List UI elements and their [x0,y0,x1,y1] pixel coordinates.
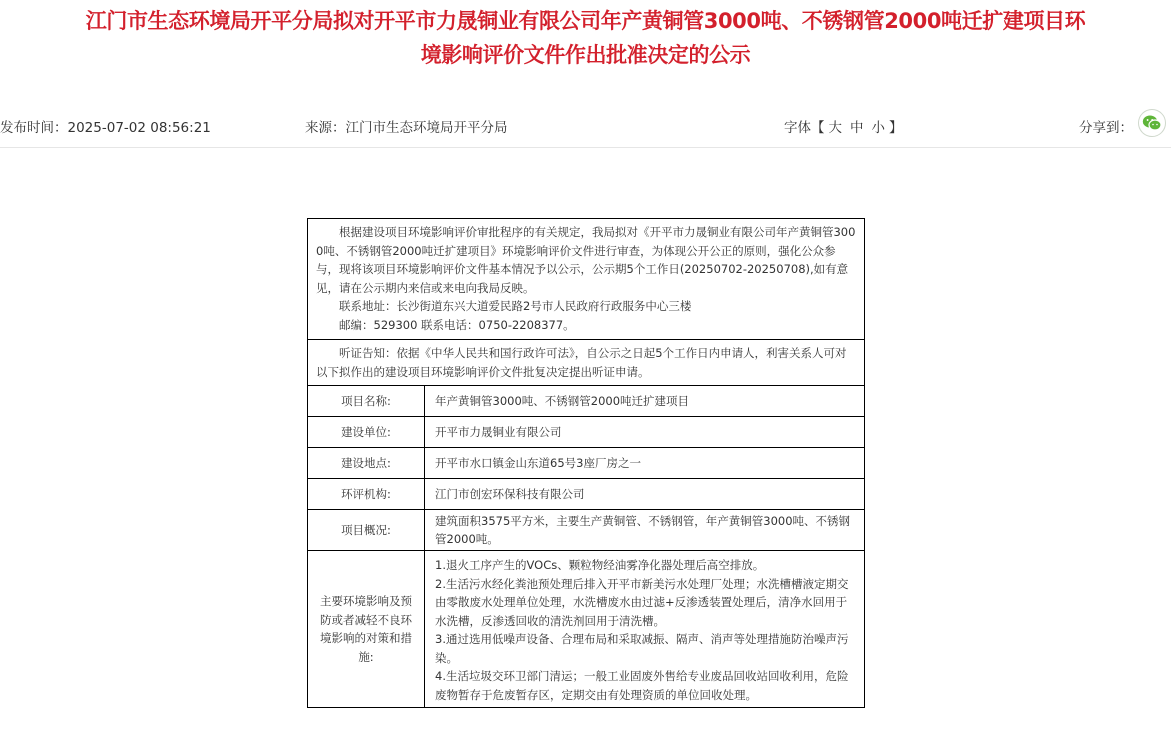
table-row [308,417,865,448]
builder-label: 建设单位: [308,417,425,448]
title-line-1: 江门市生态环境局开平分局拟对开平市力晟铜业有限公司年产黄铜管3000吨、不锈钢管2000吨迁扩建项目环 [85,9,1086,33]
title-line-2: 境影响评价文件作出批准决定的公示 [420,43,751,67]
header-divider [0,147,1171,148]
location-label: 建设地点: [308,448,425,479]
notice-table [307,218,865,708]
contact-address: 联系地址：长沙街道东兴大道爱民路2号市人民政府行政服务中心三楼 [339,299,692,313]
table-row [308,510,865,551]
table-row [308,386,865,417]
publish-time: 发布时间：2025-07-02 08:56:21 [0,120,211,136]
font-size-bracket: 】 [889,120,903,136]
measure-item: 2.生活污水经化粪池预处理后排入开平市新美污水处理厂处理；水洗槽槽液定期交由零散废水处理单位处理，水洗槽废水由过滤+反渗透装置处理后，清净水回用于水洗槽，反渗透回收的清洗剂回用于清洗槽。 [435,576,849,628]
measure-item: 3.通过选用低噪声设备、合理布局和采取减振、隔声、消声等处理措施防治噪声污染。 [435,632,849,665]
measure-item: 4.生活垃圾交环卫部门清运；一般工业固废外售给专业废品回收站回收利用，危险废物暂存于危废暂存区，定期交由有处理资质的单位回收处理。 [435,669,849,702]
table-row [308,551,865,708]
measure-item: 1.退火工序产生的VOCs、颗粒物经油雾净化器处理后高空排放。 [435,558,765,572]
share-label: 分享到： [1079,120,1133,136]
overview-label: 项目概况: [308,510,425,551]
table-row [308,448,865,479]
font-medium-button[interactable]: 中 [850,120,864,136]
location-value: 开平市水口镇金山东道65号3座厂房之一 [425,448,865,479]
hearing-notice: 听证告知：依据《中华人民共和国行政许可法》，自公示之日起5个工作日内申请人，利害关系人可对以下拟作出的建设项目环境影响评价文件批复决定提出听证申请。 [308,340,865,386]
source: 来源：江门市生态环境局开平分局 [305,120,508,136]
table-row [308,479,865,510]
measures-value [425,551,865,708]
measures-label: 主要环境影响及预防或者减轻不良环境影响的对策和措施: [308,551,425,708]
project-name-value: 年产黄铜管3000吨、不锈钢管2000吨迁扩建项目 [425,386,865,417]
intro-cell [308,219,865,340]
eia-agency-label: 环评机构: [308,479,425,510]
builder-value: 开平市力晟铜业有限公司 [425,417,865,448]
font-small-button[interactable]: 小 [871,120,885,136]
font-size-controls [784,116,903,136]
font-size-label: 字体【 [784,120,825,136]
project-name-label: 项目名称: [308,386,425,417]
page-title [0,4,1171,72]
wechat-icon [1142,114,1162,132]
intro-text: 根据建设项目环境影响评价审批程序的有关规定，我局拟对《开平市力晟铜业有限公司年产黄铜管3000吨、不锈钢管2000吨迁扩建项目》环境影响评价文件进行审查，为体现公开公正的原则，强化公众参与，现将该项目环境影响评价文件基本情况予以公示，公示期5个工作日(20250702-20250708),如有意见，请在公示期内来信或来电向我局反映。 [316,225,856,295]
wechat-share-button[interactable] [1138,109,1166,137]
contact-phone: 邮编：529300 联系电话：0750-2208377。 [339,317,575,332]
font-large-button[interactable]: 大 [828,120,842,136]
eia-agency-value: 江门市创宏环保科技有限公司 [425,479,865,510]
overview-value: 建筑面积3575平方米，主要生产黄铜管、不锈钢管，年产黄铜管3000吨、不锈钢管2000吨。 [425,510,865,551]
